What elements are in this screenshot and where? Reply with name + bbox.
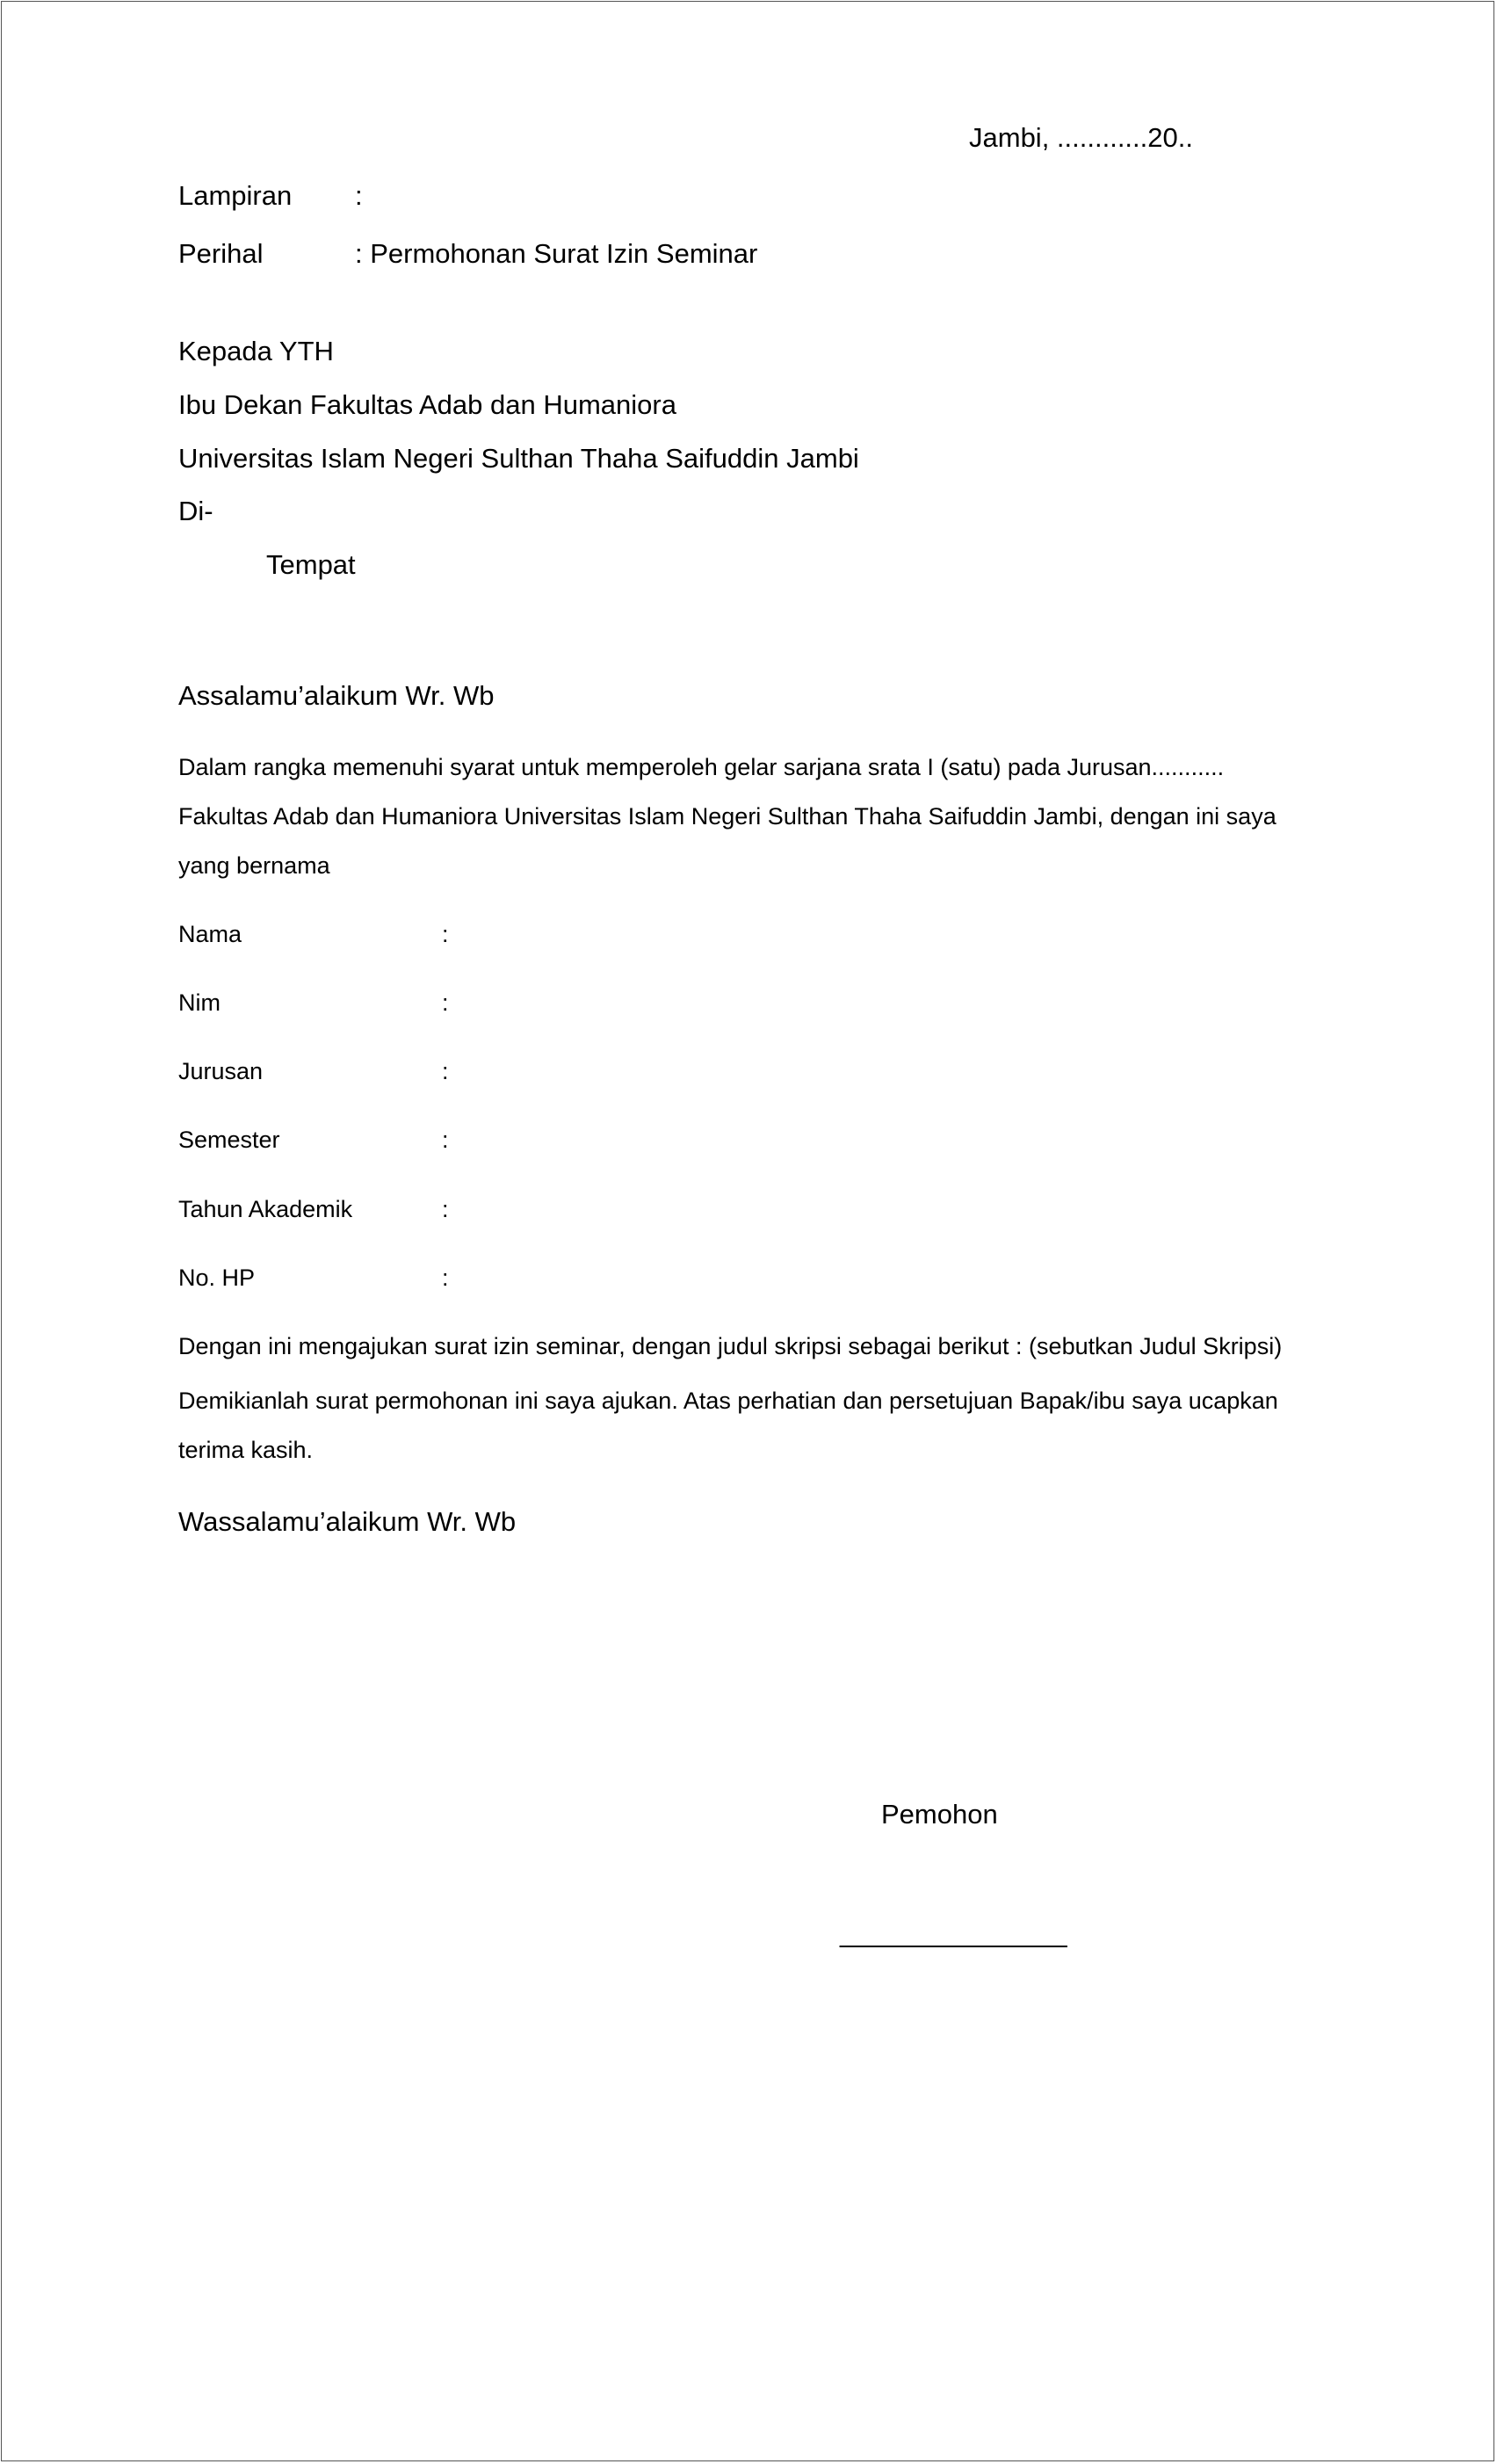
field-colon-nama: : [442, 921, 449, 947]
perihal-value: : Permohonan Surat Izin Seminar [355, 238, 758, 269]
field-label-nim: Nim [178, 989, 221, 1016]
greeting: Assalamu’alaikum Wr. Wb [178, 680, 495, 711]
closing-line-1: Demikianlah surat permohonan ini saya ajukan. Atas perhatian dan persetujuan Bapak/ibu saya ucapkan [178, 1388, 1278, 1414]
lampiran-label: Lampiran [178, 180, 293, 211]
lampiran-value: : [355, 180, 363, 211]
date-line: Jambi, ............20.. [969, 122, 1193, 153]
field-label-jurusan: Jurusan [178, 1058, 264, 1084]
field-label-no-hp: No. HP [178, 1265, 256, 1291]
recipient-line-5: Tempat [266, 549, 356, 580]
intro-line-1: Dalam rangka memenuhi syarat untuk memperoleh gelar sarjana srata I (satu) pada Jurusan........... [178, 754, 1225, 780]
salutation: Wassalamu’alaikum Wr. Wb [178, 1506, 517, 1537]
recipient-line-1: Kepada YTH [178, 336, 334, 366]
recipient-line-4: Di- [178, 496, 213, 526]
letter-page [1, 1, 1494, 2461]
request-line: Dengan ini mengajukan surat izin seminar, dengan judul skripsi sebagai berikut : (sebutkan Judul Skripsi) [178, 1333, 1283, 1359]
signer-label: Pemohon [881, 1799, 998, 1830]
field-colon-tahun-akademik: : [442, 1196, 449, 1222]
field-colon-jurusan: : [442, 1058, 449, 1084]
intro-line-2: Fakultas Adab dan Humaniora Universitas Islam Negeri Sulthan Thaha Saifuddin Jambi, dengan ini saya [178, 803, 1276, 830]
intro-line-3: yang bernama [178, 852, 330, 879]
field-label-nama: Nama [178, 921, 242, 947]
recipient-line-2: Ibu Dekan Fakultas Adab dan Humaniora [178, 389, 676, 420]
field-colon-no-hp: : [442, 1265, 449, 1291]
signature-line: _______________ [840, 1917, 1067, 1948]
field-colon-nim: : [442, 989, 449, 1016]
closing-line-2: terima kasih. [178, 1437, 314, 1463]
recipient-line-3: Universitas Islam Negeri Sulthan Thaha Saifuddin Jambi [178, 443, 859, 474]
perihal-label: Perihal [178, 238, 264, 269]
field-label-semester: Semester [178, 1127, 280, 1153]
field-label-tahun-akademik: Tahun Akademik [178, 1196, 353, 1222]
field-colon-semester: : [442, 1127, 449, 1153]
